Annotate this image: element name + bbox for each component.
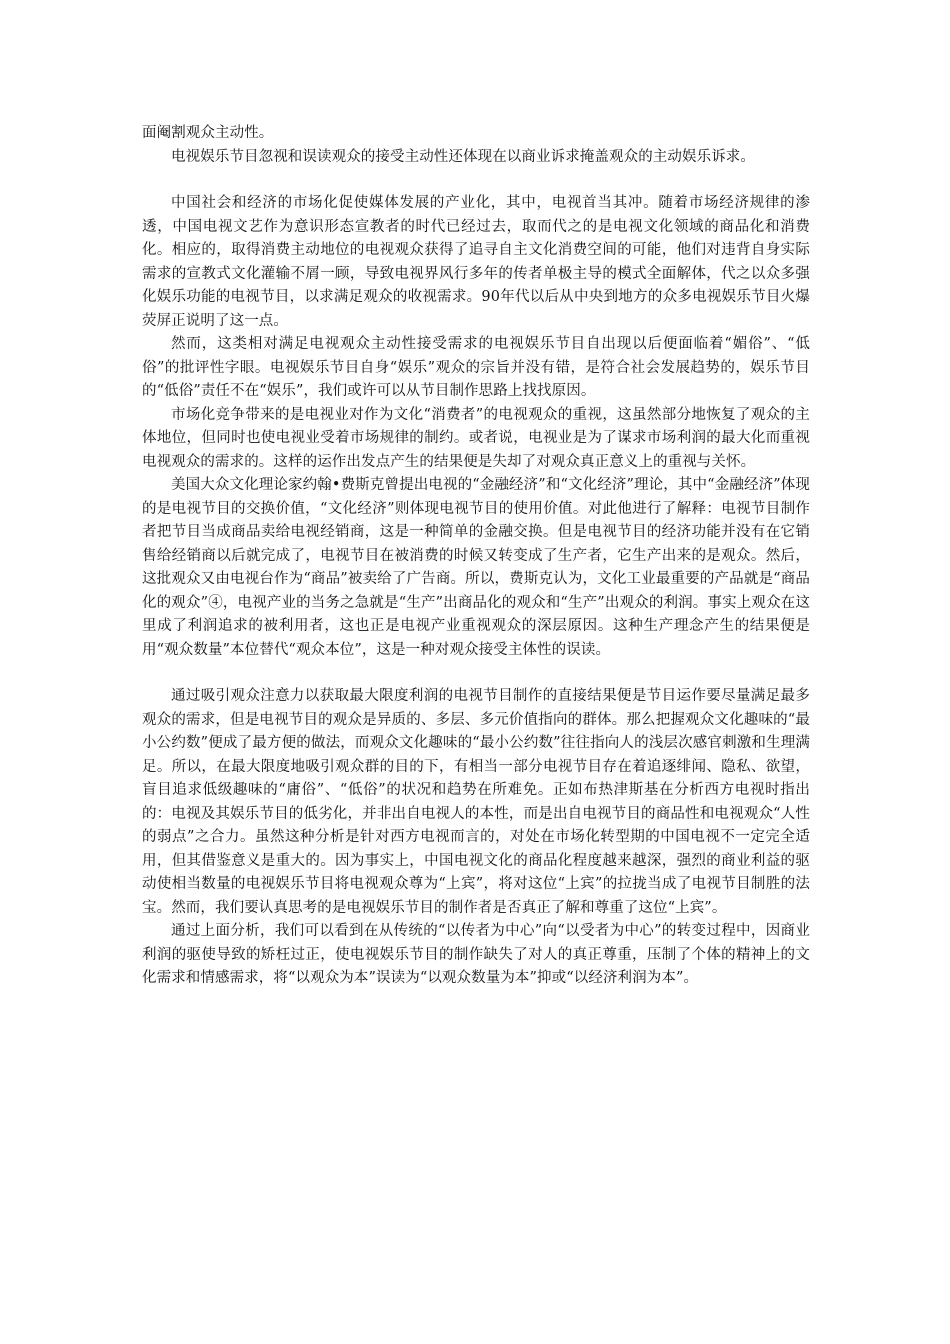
paragraph-market-competition: 市场化竞争带来的是电视业对作为文化“消费者”的电视观众的重视，这虽然部分地恢复了观众的主体地位，但同时也使电视业受着市场规律的制约。或者说，电视业是为了谋求市场利润的最大化而重视电视观众的需求的。这样的运作出发点产生的结果便是失却了对观众真正意义上的重视与关怀。 (142, 406, 810, 470)
paragraph-continuation: 面阉割观众主动性。 (142, 125, 274, 141)
paragraph-conclusion: 通过上面分析，我们可以看到在从传统的“以传者为中心”向“以受者为中心”的转变过程中，因商业利润的驱使导致的矫枉过正，使电视娱乐节目的制作缺失了对人的真正尊重，压制了个体的精神上的文化需求和情感需求，将“以观众为本”误读为“以观众数量为本”抑或“以经济利润为本”。 (142, 923, 810, 986)
paragraph-fiske-theory: 美国大众文化理论家约翰•费斯克曾提出电视的“金融经济”和“文化经济”理论，其中“金融经济”体现的是电视节目的交换价值，“文化经济”则体现电视节目的使用价值。对此他进行了解释：电视节目制作者把节目当成商品卖给电视经销商，这是一种简单的金融交换。但是电视节目的经济功能并没有在它销售给经销商以后就完成了，电视节目在被消费的时候又转变成了生产者，它生产出来的是观众。然后，这批观众又由电视台作为“商品”被卖给了广告商。所以，费斯克认为，文化工业最重要的产品就是“商品化的观众”④，电视产业的当务之急就是“生产”出商品化的观众和“生产”出观众的利润。事实上观众在这里成了利润追求的被利用者，这也正是电视产业重视观众的深层原因。这种生产理念产生的结果便是用“观众数量”本位替代“观众本位”，这是一种对观众接受主体性的误读。 (142, 477, 810, 658)
paragraph-vulgarity-criticism: 然而，这类相对满足电视观众主动性接受需求的电视娱乐节目自出现以后便面临着“媚俗”、“低俗”的批评性字眼。电视娱乐节目自身“娱乐”观众的宗旨并没有错，是符合社会发展趋势的，娱乐节目的“低俗”责任不在“娱乐”，我们或许可以从节目制作思路上找找原因。 (142, 336, 810, 399)
paragraph-gap (142, 662, 810, 685)
paragraph-commercial-appeal: 电视娱乐节目忽视和误读观众的接受主动性还体现在以商业诉求掩盖观众的主动娱乐诉求。 (171, 148, 755, 165)
document-page (142, 122, 810, 991)
paragraph-gap (142, 169, 810, 192)
paragraph-marketization: 中国社会和经济的市场化促使媒体发展的产业化，其中，电视首当其冲。随着市场经济规律的渗透，中国电视文艺作为意识形态宣教者的时代已经过去，取而代之的是电视文化领域的商品化和消费化。相应的，取得消费主动地位的电视观众获得了追寻自主文化消费空间的可能，他们对违背自身实际需求的宣教式文化灌输不屑一顾，导致电视界风行多年的传者单极主导的模式全面解体，代之以众多强化娱乐功能的电视节目，以求满足观众的收视需求。90年代以后从中央到地方的众多电视娱乐节目火爆荧屏正说明了这一点。 (142, 195, 810, 329)
paragraph-audience-attention: 通过吸引观众注意力以获取最大限度利润的电视节目制作的直接结果便是节目运作要尽量满足最多观众的需求，但是电视节目的观众是异质的、多层、多元价值指向的群体。那么把握观众文化趣味的“最小公约数”便成了最方便的做法，而观众文化趣味的“最小公约数”往往指向人的浅层次感官刺激和生理满足。所以，在最大限度地吸引观众群的目的下，有相当一部分电视节目存在着追逐绯闻、隐私、欲望，盲目追求低级趣味的“庸俗”、“低俗”的状况和趋势在所难免。正如布热津斯基在分析西方电视时指出的：电视及其娱乐节目的低劣化，并非出自电视人的本性，而是出自电视节目的商品性和电视观众“人性的弱点”之合力。虽然这种分析是针对西方电视而言的，对处在市场化转型期的中国电视不一定完全适用，但其借鉴意义是重大的。因为事实上，中国电视文化的商品化程度越来越深，强烈的商业利益的驱动使相当数量的电视娱乐节目将电视观众尊为“上宾”，将对这位“上宾”的拉拢当成了电视节目制胜的法宝。然而，我们要认真思考的是电视娱乐节目的制作者是否真正了解和尊重了这位“上宾”。 (142, 688, 810, 916)
